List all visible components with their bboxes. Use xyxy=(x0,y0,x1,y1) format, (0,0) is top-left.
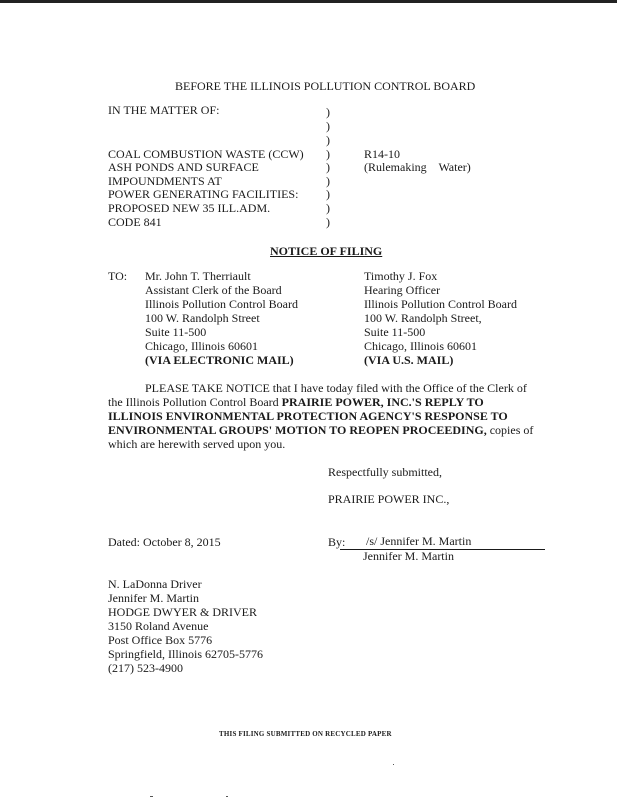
board-header: BEFORE THE ILLINOIS POLLUTION CONTROL BOARD xyxy=(175,79,476,93)
caption-paren: ) xyxy=(326,174,330,188)
paragraph-line: PLEASE TAKE NOTICE that I have today filed with the Office of the Clerk of xyxy=(145,381,527,395)
caption-paren: ) xyxy=(326,133,330,147)
docket-number: R14-10 xyxy=(364,147,400,161)
dated-line: Dated: October 8, 2015 xyxy=(108,535,221,549)
caption-paren: ) xyxy=(326,160,330,174)
by-label: By: xyxy=(328,535,346,549)
attorney-line: 3150 Roland Avenue xyxy=(108,619,209,633)
recipient-line: Illinois Pollution Control Board xyxy=(145,297,299,311)
scan-top-edge xyxy=(0,0,617,3)
signer-name: Jennifer M. Martin xyxy=(363,549,454,563)
recycled-paper-footer: THIS FILING SUBMITTED ON RECYCLED PAPER xyxy=(219,730,392,738)
attorney-line: HODGE DWYER & DRIVER xyxy=(108,605,257,619)
attorney-line: Springfield, Illinois 62705-5776 xyxy=(108,647,263,661)
matter-line: COAL COMBUSTION WASTE (CCW) xyxy=(108,147,304,161)
recipient-line: Hearing Officer xyxy=(364,283,441,297)
company-name: PRAIRIE POWER INC., xyxy=(328,492,450,506)
recipient-delivery: (VIA U.S. MAIL) xyxy=(364,353,454,367)
paragraph-line: which are herewith served upon you. xyxy=(108,437,286,451)
caption-paren: ) xyxy=(326,147,330,161)
to-label: TO: xyxy=(108,269,128,283)
recipient-line: Chicago, Illinois 60601 xyxy=(364,339,477,353)
recipient-line: Assistant Clerk of the Board xyxy=(145,283,282,297)
electronic-signature: /s/ Jennifer M. Martin xyxy=(366,534,472,548)
matter-line: POWER GENERATING FACILITIES: xyxy=(108,187,299,201)
notice-title: NOTICE OF FILING xyxy=(270,244,383,258)
recipient-line: 100 W. Randolph Street, xyxy=(364,311,482,325)
caption-paren: ) xyxy=(326,201,330,215)
recipient-line: Mr. John T. Therriault xyxy=(145,269,251,283)
attorney-line: Jennifer M. Martin xyxy=(108,591,199,605)
recipient-line: Suite 11-500 xyxy=(364,325,426,339)
paragraph-line xyxy=(108,424,533,437)
recipient-line: Illinois Pollution Control Board xyxy=(364,297,518,311)
scan-speck xyxy=(393,764,394,765)
recipient-line: Timothy J. Fox xyxy=(364,269,438,283)
matter-line: CODE 841 xyxy=(108,215,162,229)
respectfully-submitted: Respectfully submitted, xyxy=(328,465,442,479)
matter-line: ASH PONDS AND SURFACE xyxy=(108,160,259,174)
caption-paren: ) xyxy=(326,187,330,201)
in-the-matter-label: IN THE MATTER OF: xyxy=(108,103,220,117)
docket-type: (Rulemaking Water) xyxy=(364,160,471,174)
paragraph-line xyxy=(108,396,484,409)
matter-line: IMPOUNDMENTS AT xyxy=(108,174,222,188)
recipient-delivery: (VIA ELECTRONIC MAIL) xyxy=(145,353,294,367)
paragraph-bold-text: PRAIRIE POWER, INC.'S REPLY TO xyxy=(281,395,484,409)
recipient-line: Chicago, Illinois 60601 xyxy=(145,339,258,353)
paragraph-bold-line: ILLINOIS ENVIRONMENTAL PROTECTION AGENCY'S RESPONSE TO xyxy=(108,409,508,423)
paragraph-text: copies of xyxy=(486,423,534,437)
caption-paren: ) xyxy=(326,105,330,119)
scan-speck xyxy=(150,796,153,797)
paragraph-text: the Illinois Pollution Control Board xyxy=(108,395,282,409)
attorney-line: Post Office Box 5776 xyxy=(108,633,213,647)
caption-paren: ) xyxy=(326,215,330,229)
recipient-line: 100 W. Randolph Street xyxy=(145,311,260,325)
attorney-line: N. LaDonna Driver xyxy=(108,577,202,591)
attorney-line: (217) 523-4900 xyxy=(108,661,183,675)
matter-line: PROPOSED NEW 35 ILL.ADM. xyxy=(108,201,271,215)
recipient-line: Suite 11-500 xyxy=(145,325,207,339)
caption-paren: ) xyxy=(326,119,330,133)
paragraph-bold-text: ENVIRONMENTAL GROUPS' MOTION TO REOPEN PROCEEDING, xyxy=(108,423,487,437)
scan-speck xyxy=(226,796,228,797)
